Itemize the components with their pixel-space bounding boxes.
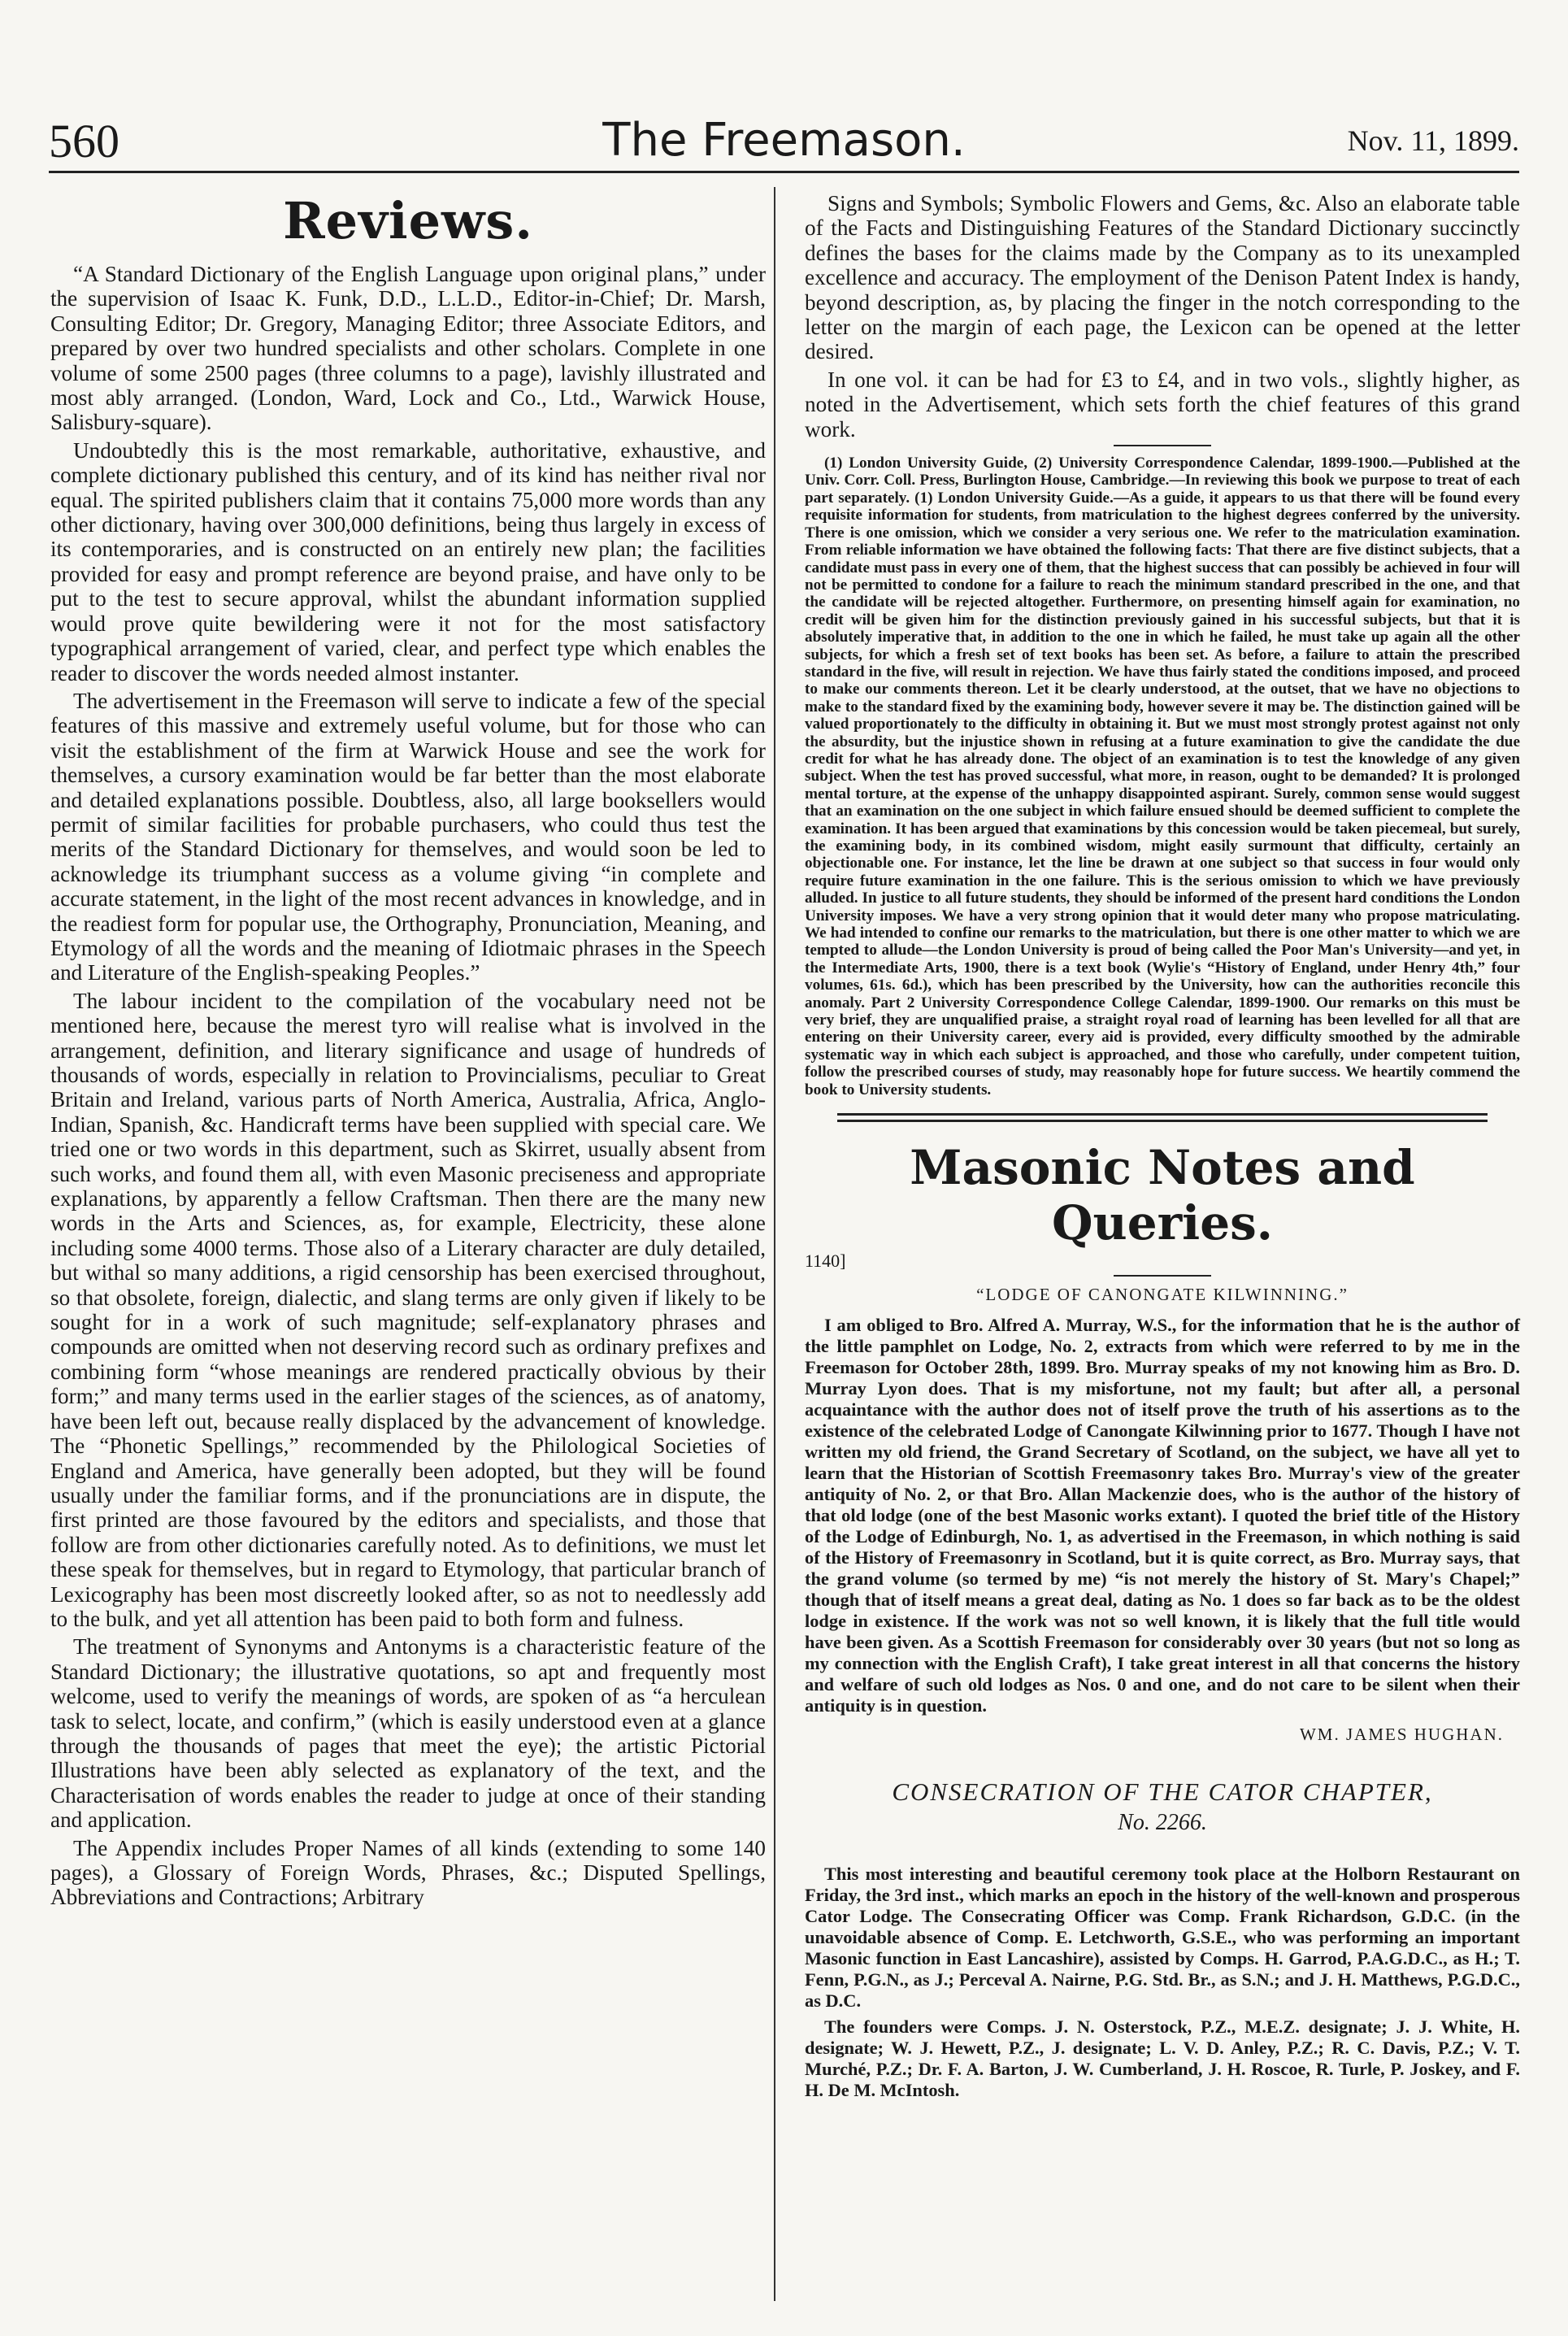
reviews-paragraph: Undoubtedly this is the most remarkable, authoritative, exhaustive, and complete dictionary published this century, and of its kind has neither rival nor equal. The spirited publishers claim that it contains 75,000 more words than any other dictionary, having over 300,000 definitions, being thus largely in excess of its contemporaries, and is constructed on an entirely new plan; the facilities provided for easy and prompt reference are beyond praise, and have only to be put to the test to secure approval, whilst the abundant information supplied would prove quite bewildering were it not for the most satisfactory typographical arrangement of varied, clear, and perfect type which enables the reader to discover the words needed almost instanter. [50, 437, 766, 685]
right-column [805, 191, 1520, 2106]
section-divider [837, 1113, 1488, 1122]
reviews-paragraph: The Appendix includes Proper Names of all kinds (extending to some 140 pages), a Glossary of Foreign Words, Phrases, &c.; Disputed Spellings, Abbreviations and Contractions; Arbitrary [50, 1835, 766, 1910]
reviews-heading: Reviews. [283, 191, 533, 250]
consecration-paragraph: This most interesting and beautiful ceremony took place at the Holborn Restaurant on Friday, the 3rd inst., which marks an epoch in the history of the well-known and prosperous Cator Lodge. The Consecrating Officer was Comp. Frank Richardson, G.D.C. (in the unavoidable absence of Comp. E. Letchworth, G.S.E., who was performing an important Masonic function in East Lancashire), assisted by Comps. H. Garrod, P.A.G.D.C., as H.; T. Fenn, P.G.N., as J.; Perceval A. Nairne, P.G. Std. Br., as S.N.; and J. H. Matthews, P.G.D.C., as D.C. [805, 1864, 1520, 2012]
newspaper-title: The Freemason. [602, 114, 966, 167]
masonic-notes-heading: Masonic Notes and Queries. [910, 1140, 1415, 1251]
reviews-continuation: In one vol. it can be had for £3 to £4, and in two vols., slightly higher, as noted in the Advertisement, which sets forth the chief features of this grand work. [805, 367, 1520, 442]
reviews-paragraph: “A Standard Dictionary of the English Language upon original plans,” under the supervision of Isaac K. Funk, D.D., L.L.D., Editor-in-Chief; Dr. Marsh, Consulting Editor; Dr. Gregory, Managing Editor; three Associate Editors, and prepared by over two hundred specialists and other scholars. Complete in one volume of some 2500 pages (three columns to a page), lavishly illustrated and most ably arranged. (London, Ward, Lock and Co., Ltd., Warwick House, Salisbury-square). [50, 262, 766, 435]
issue-date: Nov. 11, 1899. [1347, 124, 1519, 157]
consecration-paragraph: The founders were Comps. J. N. Osterstock, P.Z., M.E.Z. designate; J. J. White, H. designate; W. J. Hewett, P.Z., J. designate; L. V. D. Anley, P.Z.; R. C. Davis, P.Z.; V. T. Murché, P.Z.; Dr. F. A. Barton, J. W. Cumberland, J. H. Roscoe, R. Turle, P. Joskey, and F. H. De M. McIntosh. [805, 2016, 1520, 2101]
reviews-paragraph: The labour incident to the compilation of the vocabulary need not be mentioned here, because the merest tyro will realise what is involved in the arrangement, definition, and literary significance and usage of hundreds of thousands of words, especially in relation to Provincialisms, peculiar to Great Britain and Ireland, various parts of North America, Australia, Africa, Anglo-Indian, Spanish, &c. Handicraft terms have been supplied with special care. We tried one or two words in this department, such as Skirret, usually absent from such works, and found them all, with even Masonic preciseness and appropriate explanations, by apparently a fellow Craftsman. Then there are the many new words in the Arts and Sciences, as, for example, Electricity, these alone including some 4000 terms. Those also of a Literary character are duly detailed, but withal so many additions, a rigid censorship has been exercised throughout, so that obsolete, foreign, dialectic, and slang terms are only given if likely to be sought for in a work of such magnitude; self-explanatory phrases and compounds are omitted when not deserving record such as ordinary prefixes and combining form “whose meanings are rendered practically obvious by their form;” and many terms used in the earlier stages of the sciences, as of anatomy, have been left out, because really displaced by the advancement of knowledge. The “Phonetic Spellings,” recommended by the Philological Societies of England and America, have generally been adopted, but they will be found usually under the familiar forms, and if the pronunciations are in dispute, the first printed are those favoured by the editors and specialists, and those that follow are from other dictionaries carefully noted. As to definitions, we must let these speak for themselves, but in regard to Etymology, that particular branch of Lexicography has been most discreetly looked after, so as not to needlessly add to the bulk, and yet all attention has been paid to both form and fulness. [50, 988, 766, 1631]
query-signature: WM. JAMES HUGHAN. [1299, 1725, 1504, 1745]
query-body: I am obliged to Bro. Alfred A. Murray, W.S., for the information that he is the author of the little pamphlet on Lodge, No. 2, extracts from which were referred to by me in the Freemason for October 28th, 1899. Bro. Murray speaks of my not knowing him as Bro. D. Murray Lyon does. That is my misfortune, not my fault; but after all, a personal acquaintance with the author does not of itself prove the truth of his assertions as to the existence of the celebrated Lodge of Canongate Kilwinning prior to 1677. Though I have not written my old friend, the Grand Secretary of Scotland, on the subject, we have all yet to learn that the Historian of Scottish Freemasonry takes Bro. Murray's view of the greater antiquity of No. 2, or that Bro. Allan Mackenzie does, who is the author of the history of that old lodge (one of the best Masonic works extant). I quoted the brief title of the History of the Lodge of Edinburgh, No. 1, as advertised in the Freemason, in which nothing is said of the History of Freemasonry in Scotland, but it is quite correct, as Bro. Murray says, that the grand volume (so termed by me) “is not merely the history of St. Mary's Chapel;” though that of itself means a great deal, dating as No. 1 does so far back as to be the oldest lodge in existence. If the work was not so well known, it is likely that the full title would have been given. As a Scottish Freemason for considerably over 30 years (but not so long as my connection with the English Craft), I take great interest in all that concerns the history and welfare of such old lodges as Nos. 0 and one, and do not care to be silent when their antiquity is in question. [805, 1315, 1520, 1716]
reviews-continuation: Signs and Symbols; Symbolic Flowers and Gems, &c. Also an elaborate table of the Facts and Distinguishing Features of the Standard Dictionary succinctly defines the bases for the claims made by the Company as to its unexampled excellence and accuracy. The employment of the Denison Patent Index is handy, beyond description, as, by placing the finger in the notch corresponding to the letter on the margin of each page, the Lexicon can be opened at the letter desired. [805, 191, 1520, 364]
left-column [50, 191, 766, 1913]
consecration-number: No. 2266. [1118, 1810, 1207, 1836]
consecration-title: CONSECRATION OF THE CATOR CHAPTER, [892, 1777, 1433, 1807]
query-title: “LODGE OF CANONGATE KILWINNING.” [976, 1285, 1349, 1305]
reviews-paragraph: The treatment of Synonyms and Antonyms is a characteristic feature of the Standard Dictionary; the illustrative quotations, so apt and frequently most welcome, used to verify the meanings of words, are spoken of as “a herculean task to select, locate, and confirm,” (which is easily understood even at a glance through the thousands of pages that meet the eye); the artistic Pictorial Illustrations have been ably selected as explanatory of the text, and the Characterisation of words enables the reader to judge at once of their standing and application. [50, 1634, 766, 1833]
divider [1114, 1275, 1211, 1277]
university-guide-note: (1) London University Guide, (2) University Correspondence Calendar, 1899-1900.—Published at the Univ. Corr. Coll. Press, Burlington House, Cambridge.—In reviewing this book we purpose to treat of each part separately. (1) London University Guide.—As a guide, it appears to us that there will be found every requisite information for students, from matriculation to the highest degrees conferred by the university. There is one omission, which we consider a very serious one. We refer to the matriculation examination. From reliable information we have obtained the following facts: That there are five distinct subjects, that a candidate must pass in every one of them, that the highest success that can possibly be achieved in four will not be permitted to condone for a failure to reach the minimum standard prescribed in the one, and that the candidate will be rejected altogether. Furthermore, on presenting himself again for examination, no credit will be given him for the distinction previously gained in his successful subjects, but that it is absolutely imperative that, in addition to the one in which he failed, he must take up again all the other subjects, for which a fresh set of text books has been set. As before, a failure to attain the prescribed standard in the five, will result in rejection. We have thus fairly stated the conditions imposed, and proceed to make our comments thereon. Let it be clearly understood, at the outset, that we have no objections to make to the standard fixed by the examining body, however severe it may be. The distinction gained will be valued proportionately to the difficulty in obtaining it. But we must most strongly protest against not only the absurdity, but the injustice shown in refusing at a future examination to give the candidate the due credit for what he has already done. The object of an examination is to test the knowledge of any given subject. When the test has proved successful, what more, in reason, ought to be demanded? It is prolonged mental torture, at the expense of the unhappy disappointed aspirant. Surely, common sense would suggest that an examination on the one subject in which failure ensued should be deemed sufficient to complete the examination. It has been argued that examinations by this concession would be taken piecemeal, but surely, the examining body, in its combined wisdom, might easily surmount that difficulty, certainly an objectionable one. For instance, let the line be drawn at one subject so that success in four would only require future examination in the one failure. This is the serious omission to which we have previously alluded. In justice to all future students, they should be informed of the present hard conditions the London University imposes. We have a very strong opinion that it would deter many who propose matriculating. We had intended to confine our remarks to the matriculation, but there is one other matter to which we are tempted to allude—the London University is proud of being called the Poor Man's University—and yet, in the Intermediate Arts, 1900, there is a text book (Wylie's “History of England, under Henry 4th,” four volumes, 61s. 6d.), which has been prescribed by the University, how can the authorities reconcile this anomaly. Part 2 University Correspondence College Calendar, 1899-1900. Our remarks on this must be very brief, they are unqualified praise, a straight royal road of learning has been levelled for all that are entering on their University career, every aid is provided, every difficulty smoothed by the admirable systematic way in which each subject is approached, and those who carefully, under competent tuition, follow the prescribed courses of study, may reasonably hope for future success. We heartily commend the book to University students. [805, 455, 1520, 1098]
page-number: 560 [49, 115, 119, 167]
query-number: 1140] [805, 1251, 846, 1272]
reviews-paragraph: The advertisement in the Freemason will serve to indicate a few of the special features of this massive and extremely useful volume, but for those who can visit the establishment of the firm at Warwick House and see the work for themselves, a cursory examination would be far better than the most elaborate and detailed explanations possible. Doubtless, also, all large booksellers would permit of similar facilities for probable purchasers, who could thus test the merits of the Standard Dictionary for themselves, and would soon be led to acknowledge its triumphant success as a volume giving “in complete and accurate statement, in the light of the most recent advances in knowledge, and in the readiest form for popular use, the Orthography, Pronunciation, Meaning, and Etymology of all the words and the meaning of Idiotmaic phrases in the Speech and Literature of the English-speaking Peoples.” [50, 688, 766, 985]
masthead [49, 114, 1519, 173]
column-divider [774, 187, 775, 2301]
divider [1114, 445, 1211, 446]
